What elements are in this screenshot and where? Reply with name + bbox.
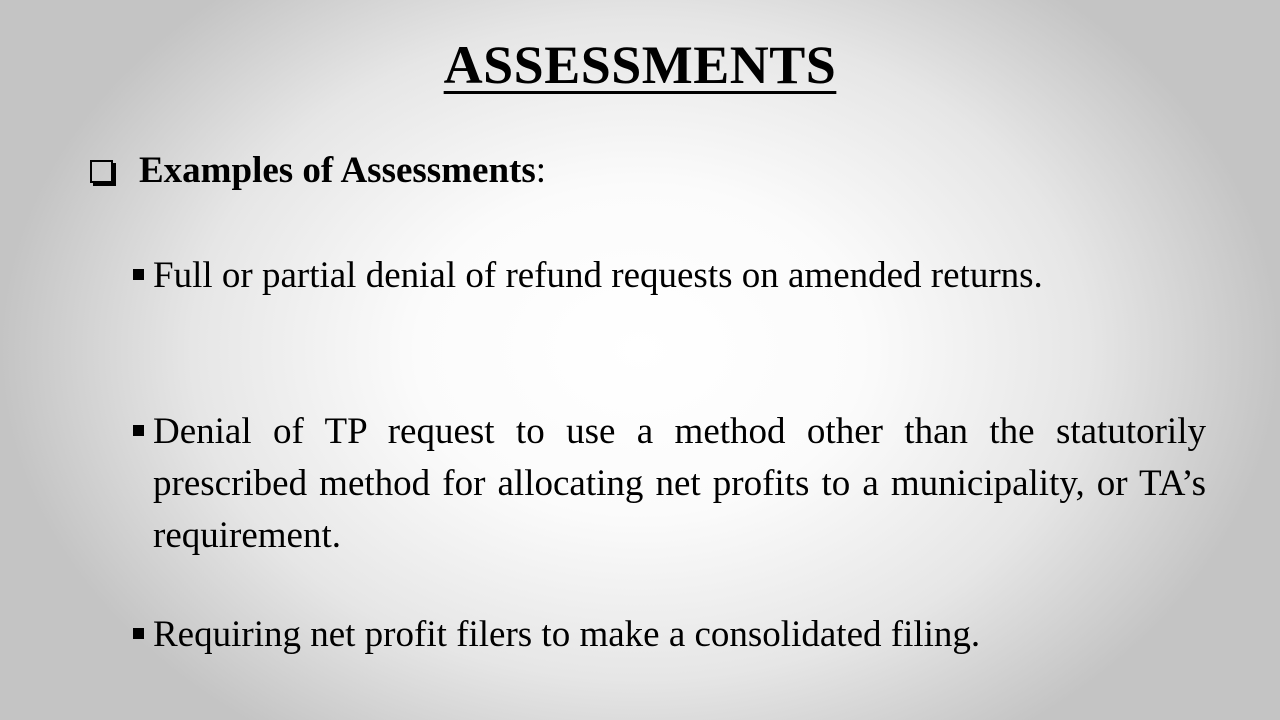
checkbox-bullet-icon [90,160,113,183]
bullet-text: Denial of TP request to use a method other than the statutorily prescribed method for allocating net profits to a municipality, or TA’s requirement. [153,411,1206,556]
slide-title: ASSESSMENTS [443,35,837,95]
square-bullet-icon [133,628,144,639]
heading-colon: : [535,150,547,191]
bullet-item [153,406,1206,562]
square-bullet-icon [133,269,144,280]
square-bullet-icon [133,425,144,436]
bullet-item [153,609,1206,661]
heading-text: Examples of Assessments [139,150,536,191]
bullet-item [153,250,1206,302]
bullet-text: Requiring net profit filers to make a consolidated filing. [153,614,981,655]
bullet-text: Full or partial denial of refund requests on amended returns. [153,255,1043,296]
section-heading [90,147,546,195]
